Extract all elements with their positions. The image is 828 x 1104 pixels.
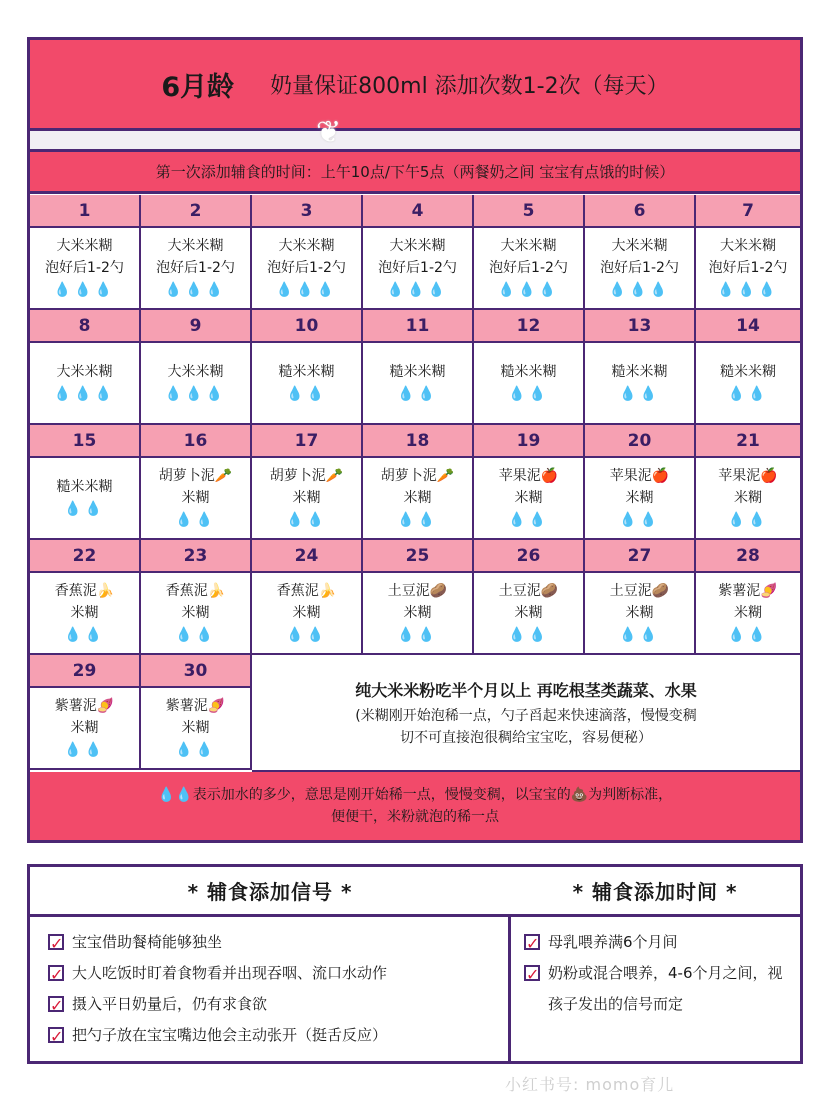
food-name: 紫薯泥🍠 <box>165 698 226 714</box>
day-number: 27 <box>585 540 694 573</box>
rice-cereal-note <box>252 655 800 772</box>
day-content <box>252 228 361 308</box>
sprout-icon: ❦ <box>316 115 342 150</box>
food-name: 大米米糊 <box>56 364 113 380</box>
water-drops: 💧💧 <box>619 512 660 528</box>
water-drops: 💧💧 <box>286 627 327 643</box>
food-detail: 米糊 <box>403 490 432 506</box>
day-content <box>696 228 800 308</box>
food-name: 大米米糊 <box>720 238 776 254</box>
day-cell <box>252 540 363 655</box>
day-content <box>141 228 250 308</box>
day-cell <box>363 195 474 310</box>
day-number: 4 <box>363 195 472 228</box>
day-number: 3 <box>252 195 361 228</box>
food-name: 大米米糊 <box>167 364 224 380</box>
water-drops: 💧💧 <box>508 627 549 643</box>
food-name: 糙米米糊 <box>278 364 335 380</box>
checkbox-checked-icon <box>48 965 64 981</box>
day-content <box>30 458 139 538</box>
day-number: 18 <box>363 425 472 458</box>
food-detail: 米糊 <box>514 490 543 506</box>
day-number: 6 <box>585 195 694 228</box>
checkbox-checked-icon <box>48 996 64 1012</box>
timing-title: * 辅食添加时间 * <box>510 867 800 917</box>
day-content <box>363 343 472 423</box>
day-number: 8 <box>30 310 139 343</box>
day-cell <box>141 655 252 770</box>
day-number: 23 <box>141 540 250 573</box>
food-name: 大米米糊 <box>278 238 335 254</box>
food-detail: 米糊 <box>292 605 321 621</box>
checkbox-checked-icon <box>48 1027 64 1043</box>
food-detail: 米糊 <box>70 605 99 621</box>
food-detail: 米糊 <box>181 490 210 506</box>
checkbox-checked-icon <box>524 934 540 950</box>
day-cell <box>141 195 252 310</box>
food-detail: 米糊 <box>181 720 210 736</box>
guide-item-text: 摄入平日奶量后，仍有求食欲 <box>72 995 268 1013</box>
food-detail: 泡好后1-2勺 <box>45 260 124 276</box>
water-drops: 💧💧💧 <box>53 282 116 298</box>
day-number: 21 <box>696 425 800 458</box>
food-detail: 泡好后1-2勺 <box>708 260 788 276</box>
food-name: 香蕉泥🍌 <box>165 583 226 599</box>
checkbox-checked-icon <box>48 934 64 950</box>
day-cell <box>474 425 585 540</box>
food-name: 香蕉泥🍌 <box>54 583 115 599</box>
day-number: 1 <box>30 195 139 228</box>
day-cell <box>141 425 252 540</box>
day-cell <box>696 425 800 540</box>
day-cell <box>585 310 696 425</box>
note-line-2: (米糊刚开始泡稀一点，勺子舀起来快速滴落，慢慢变稠 <box>355 707 697 724</box>
day-cell <box>696 195 800 310</box>
day-number: 10 <box>252 310 361 343</box>
food-detail: 米糊 <box>181 605 210 621</box>
day-content <box>363 573 472 653</box>
food-detail: 米糊 <box>514 605 543 621</box>
day-content <box>696 343 800 423</box>
water-drops: 💧💧 <box>727 627 769 643</box>
water-drops: 💧💧 <box>64 742 105 758</box>
day-content <box>585 343 694 423</box>
day-content <box>30 228 139 308</box>
day-number: 13 <box>585 310 694 343</box>
food-name: 大米米糊 <box>56 238 113 254</box>
day-cell <box>585 540 696 655</box>
water-drops: 💧💧💧 <box>275 282 338 298</box>
water-drops: 💧💧 <box>397 386 438 402</box>
day-cell <box>252 310 363 425</box>
guide-item-text: 宝宝借助餐椅能够独坐 <box>72 933 223 951</box>
day-content <box>696 573 800 653</box>
milk-info: 奶量保证800ml 添加次数1-2次（每天） <box>270 73 669 99</box>
food-name: 土豆泥🥔 <box>387 583 448 599</box>
food-name: 糙米米糊 <box>611 364 668 380</box>
water-drops: 💧💧 <box>286 512 327 528</box>
feeding-guide-box <box>27 864 803 1064</box>
food-name: 苹果泥🍎 <box>498 468 559 484</box>
day-content <box>30 688 139 768</box>
guide-item <box>524 927 794 958</box>
water-drops: 💧💧 <box>175 742 216 758</box>
day-content <box>252 343 361 423</box>
water-drops: 💧💧💧 <box>717 282 779 298</box>
note-line-1: 纯大米米粉吃半个月以上 再吃根茎类蔬菜、水果 <box>355 680 697 700</box>
day-content <box>585 458 694 538</box>
food-name: 大米米糊 <box>611 238 668 254</box>
day-cell <box>474 310 585 425</box>
food-name: 土豆泥🥔 <box>498 583 559 599</box>
guide-item-text: 大人吃饭时盯着食物看并出现吞咽、流口水动作 <box>72 964 388 982</box>
food-detail: 米糊 <box>625 490 654 506</box>
guide-item-text: 把勺子放在宝宝嘴边他会主动张开（挺舌反应） <box>72 1026 388 1044</box>
day-cell <box>252 195 363 310</box>
food-detail: 米糊 <box>734 605 762 621</box>
food-detail: 米糊 <box>70 720 99 736</box>
day-cell <box>30 425 141 540</box>
water-drops: 💧💧 <box>286 386 327 402</box>
guide-item-text: 奶粉或混合喂养，4-6个月之间，视孩子发出的信号而定 <box>548 964 783 1013</box>
day-cell <box>252 425 363 540</box>
water-drops: 💧💧💧 <box>608 282 671 298</box>
day-content <box>363 228 472 308</box>
day-number: 14 <box>696 310 800 343</box>
day-content <box>474 573 583 653</box>
day-number: 11 <box>363 310 472 343</box>
food-detail: 米糊 <box>734 490 762 506</box>
water-drops: 💧💧 <box>175 627 216 643</box>
day-content <box>252 458 361 538</box>
signals-list <box>48 927 498 1051</box>
day-content <box>141 688 250 768</box>
water-drops: 💧💧💧 <box>164 282 227 298</box>
food-detail: 米糊 <box>403 605 432 621</box>
food-detail: 泡好后1-2勺 <box>267 260 346 276</box>
water-drops: 💧💧 <box>508 512 549 528</box>
day-content <box>474 343 583 423</box>
day-number: 5 <box>474 195 583 228</box>
guide-item <box>48 989 498 1020</box>
first-feeding-time: 第一次添加辅食的时间：上午10点/下午5点（两餐奶之间 宝宝有点饿的时候） <box>30 152 800 194</box>
title-strip <box>30 115 800 152</box>
checkbox-checked-icon <box>524 965 540 981</box>
day-cell <box>474 540 585 655</box>
note-line-3: 切不可直接泡很稠给宝宝吃，容易便秘） <box>400 729 652 746</box>
food-name: 糙米米糊 <box>56 479 113 495</box>
day-number: 25 <box>363 540 472 573</box>
day-number: 9 <box>141 310 250 343</box>
water-drops: 💧💧💧 <box>53 386 116 402</box>
signals-title: * 辅食添加信号 * <box>30 867 510 917</box>
column-divider <box>508 917 511 1061</box>
food-name: 土豆泥🥔 <box>609 583 670 599</box>
day-content <box>252 573 361 653</box>
day-cell <box>30 195 141 310</box>
water-drops: 💧💧 <box>727 512 769 528</box>
food-name: 苹果泥🍎 <box>718 468 778 484</box>
food-name: 糙米米糊 <box>500 364 557 380</box>
water-drops: 💧💧 <box>619 627 660 643</box>
food-name: 糙米米糊 <box>720 364 776 380</box>
day-cell <box>363 310 474 425</box>
day-number: 29 <box>30 655 139 688</box>
day-cell <box>474 195 585 310</box>
water-drops: 💧💧 <box>397 512 438 528</box>
food-detail: 米糊 <box>292 490 321 506</box>
day-cell <box>585 195 696 310</box>
day-number: 24 <box>252 540 361 573</box>
day-cell <box>141 310 252 425</box>
water-drops: 💧💧 <box>397 627 438 643</box>
guide-item <box>48 1020 498 1051</box>
food-detail: 泡好后1-2勺 <box>600 260 679 276</box>
day-content <box>30 573 139 653</box>
day-cell <box>30 540 141 655</box>
water-drops: 💧💧 <box>175 512 216 528</box>
guide-item <box>48 958 498 989</box>
food-name: 糙米米糊 <box>389 364 446 380</box>
food-detail: 泡好后1-2勺 <box>378 260 457 276</box>
timing-list <box>524 927 794 1020</box>
day-number: 12 <box>474 310 583 343</box>
food-name: 香蕉泥🍌 <box>276 583 337 599</box>
legend-line-2: 便便干，米粉就泡的稀一点 <box>331 809 499 825</box>
water-drops: 💧💧💧 <box>386 282 449 298</box>
guide-item <box>524 958 794 1020</box>
water-drops: 💧💧 <box>64 627 105 643</box>
day-cell <box>363 540 474 655</box>
day-content <box>141 573 250 653</box>
water-drops: 💧💧 <box>64 501 105 517</box>
day-cell <box>696 540 800 655</box>
title-bar <box>30 40 800 128</box>
food-name: 紫薯泥🍠 <box>54 698 115 714</box>
food-detail: 泡好后1-2勺 <box>156 260 235 276</box>
age-title: 6月龄 <box>161 71 235 103</box>
day-number: 15 <box>30 425 139 458</box>
day-cell <box>696 310 800 425</box>
day-number: 17 <box>252 425 361 458</box>
day-content <box>696 458 800 538</box>
food-name: 胡萝卜泥🥕 <box>380 468 455 484</box>
food-name: 苹果泥🍎 <box>609 468 670 484</box>
day-content <box>141 458 250 538</box>
day-number: 22 <box>30 540 139 573</box>
day-content <box>363 458 472 538</box>
plan-frame <box>27 37 803 843</box>
day-cell <box>585 425 696 540</box>
food-name: 大米米糊 <box>500 238 557 254</box>
day-cell <box>30 310 141 425</box>
watermark: 小红书号: momo育儿 <box>505 1075 675 1094</box>
water-drops: 💧💧 <box>727 386 769 402</box>
day-number: 19 <box>474 425 583 458</box>
food-name: 大米米糊 <box>167 238 224 254</box>
day-content <box>585 573 694 653</box>
food-detail: 米糊 <box>625 605 654 621</box>
food-name: 大米米糊 <box>389 238 446 254</box>
guide-item-text: 母乳喂养满6个月间 <box>548 933 678 951</box>
day-content <box>141 343 250 423</box>
water-drops: 💧💧💧 <box>497 282 560 298</box>
water-drops: 💧💧 <box>508 386 549 402</box>
day-content <box>585 228 694 308</box>
water-drops: 💧💧 <box>619 386 660 402</box>
food-detail: 泡好后1-2勺 <box>489 260 568 276</box>
day-number: 30 <box>141 655 250 688</box>
guide-item <box>48 927 498 958</box>
day-number: 7 <box>696 195 800 228</box>
day-cell <box>141 540 252 655</box>
day-number: 26 <box>474 540 583 573</box>
water-drops: 💧💧💧 <box>164 386 227 402</box>
food-name: 胡萝卜泥🥕 <box>158 468 233 484</box>
legend-line-1: 💧💧表示加水的多少，意思是刚开始稀一点，慢慢变稠，以宝宝的💩为判断标准， <box>157 787 673 803</box>
water-legend <box>30 772 800 840</box>
food-name: 胡萝卜泥🥕 <box>269 468 344 484</box>
day-content <box>474 228 583 308</box>
day-number: 20 <box>585 425 694 458</box>
day-number: 16 <box>141 425 250 458</box>
day-number: 2 <box>141 195 250 228</box>
day-cell <box>30 655 141 770</box>
day-content <box>30 343 139 423</box>
day-cell <box>363 425 474 540</box>
day-content <box>474 458 583 538</box>
day-number: 28 <box>696 540 800 573</box>
food-name: 紫薯泥🍠 <box>718 583 778 599</box>
